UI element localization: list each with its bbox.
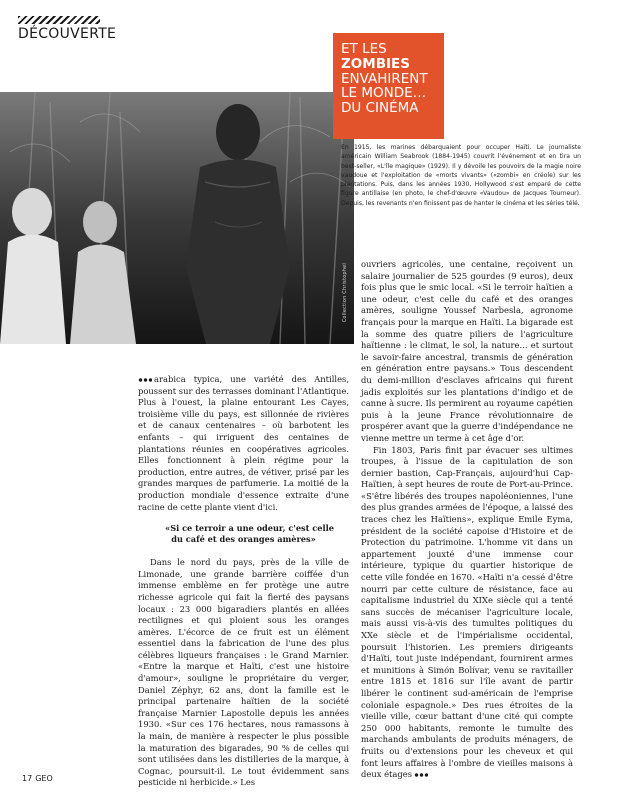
film-still-photo bbox=[0, 92, 354, 344]
article-paragraph: Dans le nord du pays, près de la ville de Limonade, une grande barrière coiffée d'un immense emblème en fer protège une autre richesse agricole qui fait la fierté des paysans locaux : 23 000 bigaradiers plantés en allées rectilignes et qui ploient sous les oranges amères. L'écorce de ce fruit est un élément essentiel dans la fabrication de l'une des plus célèbres liqueurs françaises : le Grand Marnier. «Entre la marque et Haïti, c'est une histoire d'amour», souligne le propriétaire du verger, Daniel Zéphyr, 62 ans, dont la famille est le principal partenaire haïtien de la société française Marnier Lapostolle depuis les années 1930. «Sur ces 176 hectares, nous ramassons à la main, de manière à respecter le plus possible la maturation des bigarades, 90 % de celles qui sont utilisées dans les distilleries de la marque, à Cognac, poursuit-il. Le tout évidemment sans pesticide ni herbicide.» Les bbox=[138, 557, 349, 788]
page-number: 17 bbox=[22, 774, 33, 783]
film-still-illustration bbox=[0, 92, 354, 344]
article-paragraph bbox=[138, 374, 349, 513]
article-paragraph bbox=[361, 445, 573, 781]
article-paragraph: ouvriers agricoles, une centaine, reçoivent un salaire journalier de 525 gourdes (9 euros), deux fois plus que le smic local. «Si le terroir haïtien a une odeur, c'est celle du café et des oranges amères, souligne Youssef Narbesla, agronome français pour la marque en Haïti. La bigarade est la somme des quatre piliers de l'agriculture haïtienne : le climat, le sol, la nature… et surtout le savoir-faire ancestral, transmis de génération en génération entre paysans.» Tous descendent du demi-million d'esclaves africains qui furent jadis exploités sur les plantations d'indigo et de canne à sucre. Ils permirent au royaume capétien puis à la jeune France révolutionnaire de prospérer avant que la guerre d'indépendance ne vienne mettre un terme à cet âge d'or. bbox=[361, 259, 573, 443]
sidebar-title-line: ET LES bbox=[341, 41, 387, 57]
pull-quote: «Si ce terroir a une odeur, c'est celle du café et des oranges amères» bbox=[165, 523, 334, 545]
sidebar-title-line: ENVAHIRENT bbox=[341, 70, 428, 87]
section-pattern-decoration bbox=[18, 16, 100, 24]
dots-decoration bbox=[138, 377, 152, 383]
sidebar-title-line: LE MONDE… bbox=[341, 85, 427, 102]
dots-decoration bbox=[414, 772, 428, 778]
article-paragraph-text: arabica typica, une variété des Antilles, poussent sur des terrasses dominant l'Atlantique. Plus à l'ouest, la plaine entourant Les Cayes, troisième ville du pays, est sillonnée de rivières et de canaux centenaires – où barbotent les enfants – qui irriguent des centaines de plantations réunies en coopératives agricoles. Elles fonctionnent à plein régime pour la production, entre autres, de vétiver, prisé par les grandes marques de parfumerie. La moitié de la production mondiale d'essence extraite d'une racine de cette plante vient d'ici. bbox=[138, 374, 349, 512]
article-column-left bbox=[138, 374, 349, 789]
article-column-right bbox=[361, 259, 573, 781]
magazine-name: GEO bbox=[35, 774, 53, 783]
section-header bbox=[18, 16, 198, 42]
sidebar-title-line: ZOMBIES bbox=[341, 55, 410, 72]
sidebar-title-box bbox=[333, 33, 444, 139]
photo-credit: Collection Christophel bbox=[342, 262, 348, 322]
sidebar-title-line: DU CINÉMA bbox=[341, 100, 419, 117]
sidebar-title bbox=[341, 42, 436, 116]
page-footer bbox=[22, 774, 56, 783]
sidebar-text: En 1915, les marines débarquaient pour occuper Haïti. Le journaliste américain William Seabrook (1884-1945) couvrit l'événement et en tira un best-seller, «L'île magique» (1929). Il y dévoile les pouvoirs de la magie noire vaudoue et l'exploitation de «morts vivants» («zombi» en créole) sur les plantations. Puis, dans les années 1930, Hollywood s'est emparé de cette figure antillaise (en photo, le chef-d'œuvre «Vaudou» de Jacques Tourneur). Depuis, les revenants n'en finissent pas de hanter le cinéma et les séries télé. bbox=[341, 144, 581, 207]
section-label: DÉCOUVERTE bbox=[18, 26, 117, 42]
article-paragraph-text: Fin 1803, Paris finit par évacuer ses ultimes troupes, à l'issue de la capitulation de son dernier bastion, Cap-Français, aujourd'hui Cap-Haïtien, à sept heures de route de Port-au-Prince. «S'être libérés des troupes napoléoniennes, l'une des plus grandes armées de l'époque, a laissé des traces chez les Haïtiens», explique Emile Eyma, président de la société capoise d'Histoire et de Protection du patrimoine. L'homme vit dans un appartement jouxté d'une immense cour intérieure, typique du quartier historique de cette ville fondée en 1670. «Haïti n'a cessé d'être nourri par cette culture de résistance, face au capitalisme industriel du XIXe siècle qui a tenté sans succès de mécaniser l'agriculture locale, mais aussi vis-à-vis des tumultes politiques du XXe siècle et de l'impérialisme occidental, poursuit l'historien. Les premiers dirigeants d'Haïti, tout juste indépendant, fournirent armes et munitions à Simón Bolívar, venu se ravitailler entre 1815 et 1816 sur l'île avant de partir libérer le continent sud-américain de l'emprise coloniale espagnole.» Des rues étroites de la vieille ville, cœur battant d'une cité qui compte 250 000 habitants, remonte le tumulte des marchands ambulants de produits ménagers, de fruits ou d'extensions pour les cheveux et qui font leurs affaires à l'ombre de vieilles maisons à deux étages bbox=[361, 444, 573, 780]
